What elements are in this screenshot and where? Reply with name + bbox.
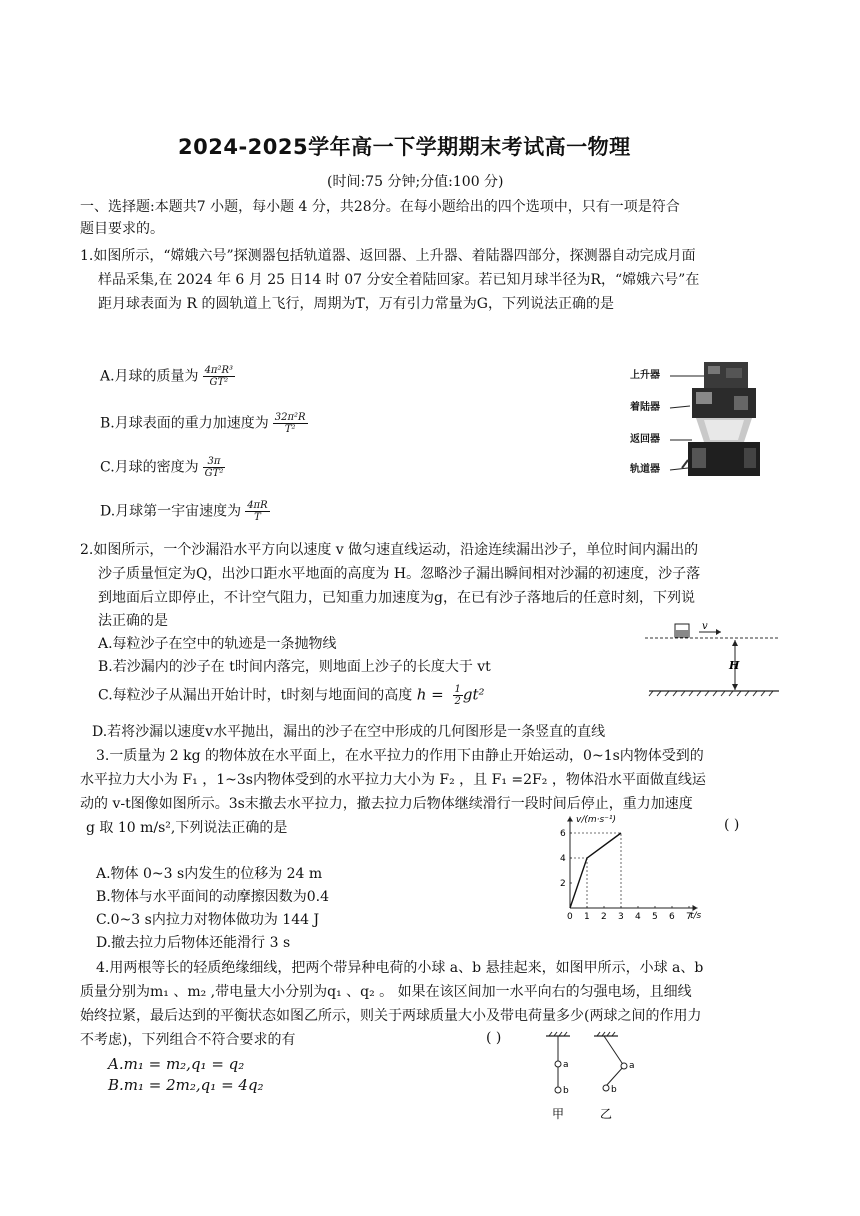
q1-option-b-fraction: $\frac{\text{32π²R}}{\text{T²}}$ — [274, 412, 306, 435]
section-heading-line2: 题目要求的。 — [80, 221, 164, 237]
q2-option-a: A.每粒沙子在空中的轨迹是一条抛物线 — [98, 636, 337, 652]
q4-option-a: A.m₁ = m₂,q₁ = q₂ — [108, 1055, 245, 1073]
label-orbiter: 轨道器 — [630, 464, 660, 475]
label-returner: 返回器 — [630, 434, 660, 445]
q3-option-c: C.0~3 s内拉力对物体做功为 144 J — [96, 912, 320, 928]
vt-chart-xlabel: t/s — [690, 911, 702, 921]
ball-b-label-yi: b — [611, 1085, 617, 1095]
q1-option-d — [100, 500, 270, 523]
q1-option-a-text: A.月球的质量为 — [100, 368, 199, 385]
q1-line1: 1.如图所示，“嫦娥六号”探测器包括轨道器、返回器、上升器、着陆器四部分，探测器自动完成月面 — [80, 248, 696, 264]
q4-option-b: B.m₁ = 2m₂,q₁ = 4q₂ — [108, 1076, 264, 1094]
vt-x-tick-label: 0 — [567, 912, 573, 922]
ball-a-label-yi: a — [629, 1061, 635, 1071]
sand-hourglass-figure — [645, 618, 785, 698]
q4-line4: 不考虑)，下列组合不符合要求的有 — [80, 1032, 296, 1048]
probe-figure — [626, 356, 766, 486]
q1-option-d-fraction: $\frac{4\pi R}{T}$ — [247, 500, 268, 523]
vt-chart-axes — [567, 817, 698, 912]
ball-b-label-jia: b — [563, 1086, 569, 1096]
q1-option-c-fraction: $\frac{3\pi}{\text{GT²}}$ — [204, 456, 224, 479]
q3-line4: g 取 10 m/s²,下列说法正确的是 — [86, 820, 288, 836]
q2-option-c-fraction: $\frac{1}{2}$ — [454, 684, 461, 707]
q2-line3: 到地面后立即停止，不计空气阻力，已知重力加速度为g，在已有沙子落地后的任意时刻，下列说 — [98, 590, 695, 606]
figure-jia-label: 甲 — [552, 1107, 565, 1121]
q2-option-c — [98, 684, 485, 707]
q2-option-b: B.若沙漏内的沙子在 t时间内落完，则地面上沙子的长度大于 vt — [98, 659, 491, 675]
q1-option-a — [100, 365, 235, 388]
vt-x-tick-label: 3 — [618, 912, 624, 922]
q1-option-b-text: B.月球表面的重力加速度为 — [100, 415, 269, 432]
figure-yi-label: 乙 — [600, 1107, 613, 1121]
vt-chart-ylabel: v/(m·s⁻¹) — [576, 815, 617, 825]
vt-y-arrow — [567, 817, 573, 822]
ball-a-label-jia: a — [563, 1060, 569, 1070]
label-lander: 着陆器 — [630, 402, 660, 413]
q2-option-c-formula-h: h = — [416, 685, 449, 704]
section-heading-line1: 一、选择题:本题共7 小题，每小题 4 分，共28分。在每小题给出的四个选项中，只有一项是符合 — [80, 199, 680, 215]
q4-line1: 4.用两根等长的轻质绝缘细线，把两个带异种电荷的小球 a、b 悬挂起来，如图甲所示，小球 a、b — [96, 960, 704, 976]
vt-x-tick-label: 1 — [584, 912, 590, 922]
vt-x-tick-label: 4 — [635, 912, 641, 922]
vt-x-tick-label: 6 — [669, 912, 675, 922]
vt-x-tick-label: 7 — [686, 912, 692, 922]
velocity-label: v — [702, 621, 708, 632]
q3-option-d: D.撤去拉力后物体还能滑行 3 s — [96, 935, 291, 951]
q3-line2: 水平拉力大小为 F₁ ，1~3s内物体受到的水平拉力大小为 F₂ ，且 F₁ =2F₂ ，物体沿水平面做直线运 — [80, 772, 706, 788]
page-subtitle: (时间:75 分钟;分值:100 分) — [327, 174, 504, 190]
label-ascender: 上升器 — [630, 370, 660, 381]
vt-chart-guides — [570, 833, 621, 908]
q3-line3: 动的 v-t图像如图所示。3s末撤去水平拉力，撤去拉力后物体继续滑行一段时间后停止，重力加速度 — [80, 796, 693, 812]
vt-series-line — [570, 833, 621, 908]
q4-line2: 质量分别为m₁ 、m₂ ,带电量大小分别为q₁ 、q₂ 。 如果在该区间加一水平向右的匀强电场，且细线 — [80, 984, 692, 1000]
q4-line3: 始终拉紧，最后达到的平衡状态如图乙所示，则关于两球质量大小及带电荷量多少(两球之间的作用力 — [80, 1008, 702, 1024]
q2-option-d: D.若将沙漏以速度v水平抛出，漏出的沙子在空中形成的几何图形是一条竖直的直线 — [92, 724, 606, 740]
q3-line1: 3.一质量为 2 kg 的物体放在水平面上，在水平拉力的作用下由静止开始运动，0~1s内物体受到的 — [96, 748, 704, 764]
q1-option-b — [100, 412, 308, 435]
vt-y-tick-label: 4 — [560, 854, 566, 864]
q2-option-c-text: C.每粒沙子从漏出开始计时，t时刻与地面间的高度 — [98, 687, 413, 704]
height-label: H — [729, 659, 740, 672]
pendulum-figure — [540, 1030, 650, 1126]
q2-line1: 2.如图所示，一个沙漏沿水平方向以速度 v 做匀速直线运动，沿途连续漏出沙子，单位时间内漏出的 — [80, 542, 699, 558]
page-title: 2024-2025学年高一下学期期末考试高一物理 — [178, 135, 631, 159]
q4-answer-bracket: ( ) — [486, 1030, 502, 1046]
q3-option-b: B.物体与水平面间的动摩擦因数为0.4 — [96, 889, 330, 905]
q1-option-a-fraction: $\frac{\text{4π²R³}}{\text{GT²}}$ — [204, 365, 234, 388]
vt-chart — [558, 812, 718, 922]
q1-option-c — [100, 456, 225, 479]
q2-line4: 法正确的是 — [98, 613, 168, 629]
q1-option-c-text: C.月球的密度为 — [100, 459, 199, 476]
q3-answer-bracket: ( ) — [724, 817, 740, 833]
vt-chart-series — [570, 833, 621, 908]
probe-illustration — [626, 356, 766, 486]
q1-line2: 样品采集,在 2024 年 6 月 25 日14 时 07 分安全着陆回家。若已知月球半径为R，“嫦娥六号”在 — [98, 272, 700, 288]
vt-y-tick-label: 6 — [560, 829, 566, 839]
q1-line3: 距月球表面为 R 的圆轨道上飞行，周期为T，万有引力常量为G，下列说法正确的是 — [98, 296, 614, 312]
vt-x-tick-label: 2 — [601, 912, 607, 922]
q1-option-d-text: D.月球第一宇宙速度为 — [100, 503, 242, 520]
vt-y-tick-label: 2 — [560, 879, 566, 889]
q3-option-a: A.物体 0~3 s内发生的位移为 24 m — [96, 866, 323, 882]
q2-option-c-formula-gt: gt² — [462, 685, 485, 704]
vt-x-tick-label: 5 — [652, 912, 658, 922]
q2-line2: 沙子质量恒定为Q，出沙口距水平地面的高度为 H。忽略沙子漏出瞬间相对沙漏的初速度，沙子落 — [98, 566, 701, 582]
